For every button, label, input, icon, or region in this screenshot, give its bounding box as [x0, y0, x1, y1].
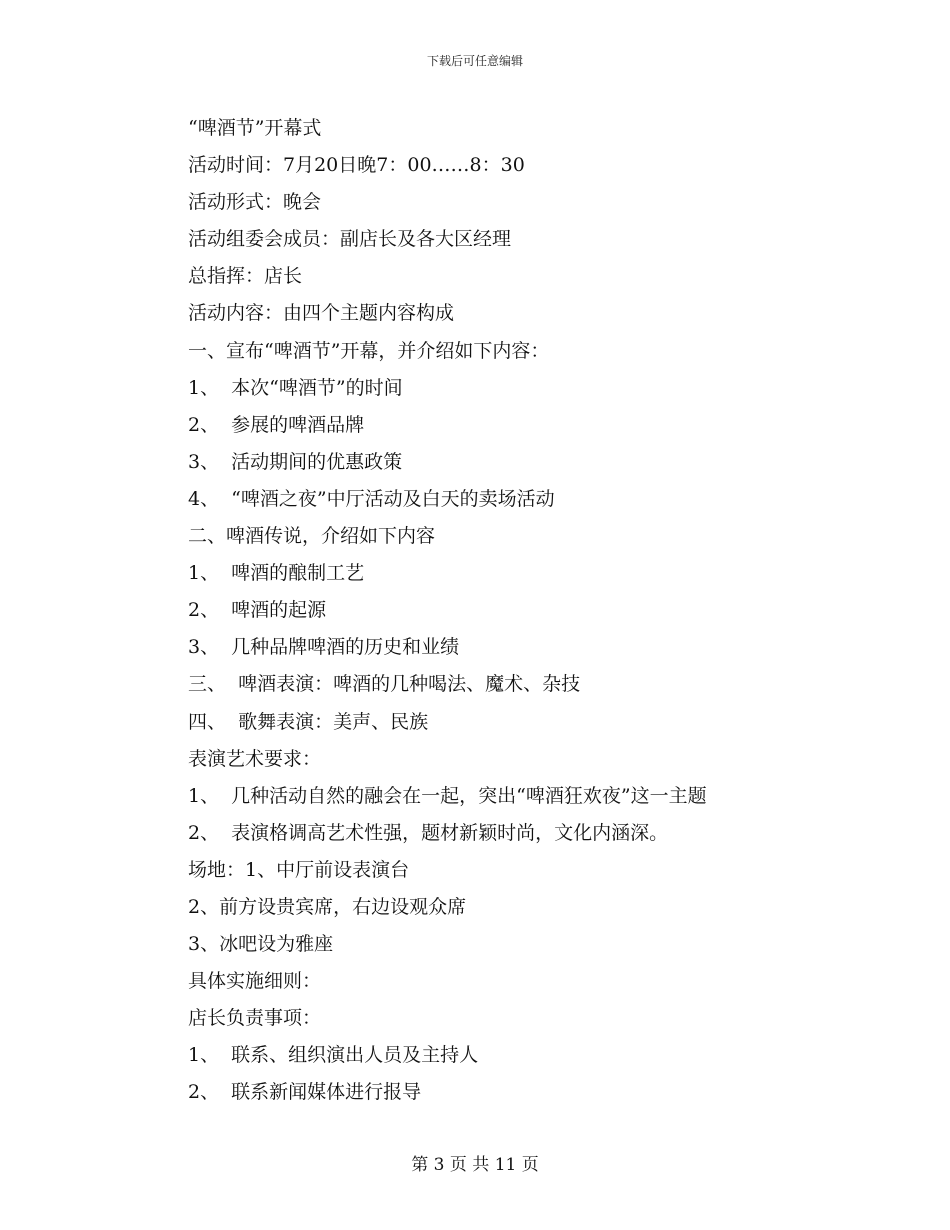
text-line: 活动内容：由四个主题内容构成	[188, 302, 455, 325]
text-line: 3、冰吧设为雅座	[188, 933, 334, 956]
text-line: 4、 “啤酒之夜”中厅活动及白天的卖场活动	[188, 487, 555, 510]
text-line: 四、 歌舞表演：美声、民族	[188, 710, 429, 733]
text-line: 3、 几种品牌啤酒的历史和业绩	[188, 636, 460, 659]
text-line: 1、 联系、组织演出人员及主持人	[188, 1044, 479, 1067]
page-footer: 第 3 页 共 11 页	[411, 1155, 539, 1175]
text-line: 总指挥：店长	[188, 265, 303, 288]
text-line: 3、 活动期间的优惠政策	[188, 450, 403, 473]
text-line: “啤酒节”开幕式	[188, 117, 322, 139]
text-line: 活动时间：7月20日晚7：00……8：30	[188, 154, 525, 177]
text-line: 活动组委会成员：副店长及各大区经理	[188, 228, 512, 251]
text-line: 活动形式：晚会	[188, 191, 322, 214]
text-line: 一、宣布“啤酒节”开幕，并介绍如下内容：	[188, 339, 550, 362]
text-line: 1、 几种活动自然的融会在一起，突出“啤酒狂欢夜”这一主题	[188, 784, 707, 807]
page-header: 下载后可任意编辑	[426, 54, 523, 68]
text-line: 三、 啤酒表演：啤酒的几种喝法、魔术、杂技	[188, 673, 581, 696]
document-body	[188, 110, 888, 1112]
text-line: 店长负责事项：	[188, 1007, 322, 1030]
text-line: 具体实施细则：	[188, 970, 322, 993]
text-line: 表演艺术要求：	[188, 747, 322, 770]
text-line: 2、 表演格调高艺术性强，题材新颖时尚，文化内涵深。	[188, 821, 669, 844]
text-line: 二、啤酒传说，介绍如下内容	[188, 525, 436, 548]
text-line: 场地：1、中厅前设表演台	[188, 858, 410, 881]
text-line: 1、 啤酒的酿制工艺	[188, 562, 365, 585]
text-line: 2、 参展的啤酒品牌	[188, 413, 365, 436]
text-line: 2、前方设贵宾席，右边设观众席	[188, 895, 467, 918]
text-line: 2、 啤酒的起源	[188, 599, 327, 622]
text-line: 2、 联系新闻媒体进行报导	[188, 1081, 422, 1104]
text-line: 1、 本次“啤酒节”的时间	[188, 376, 403, 399]
